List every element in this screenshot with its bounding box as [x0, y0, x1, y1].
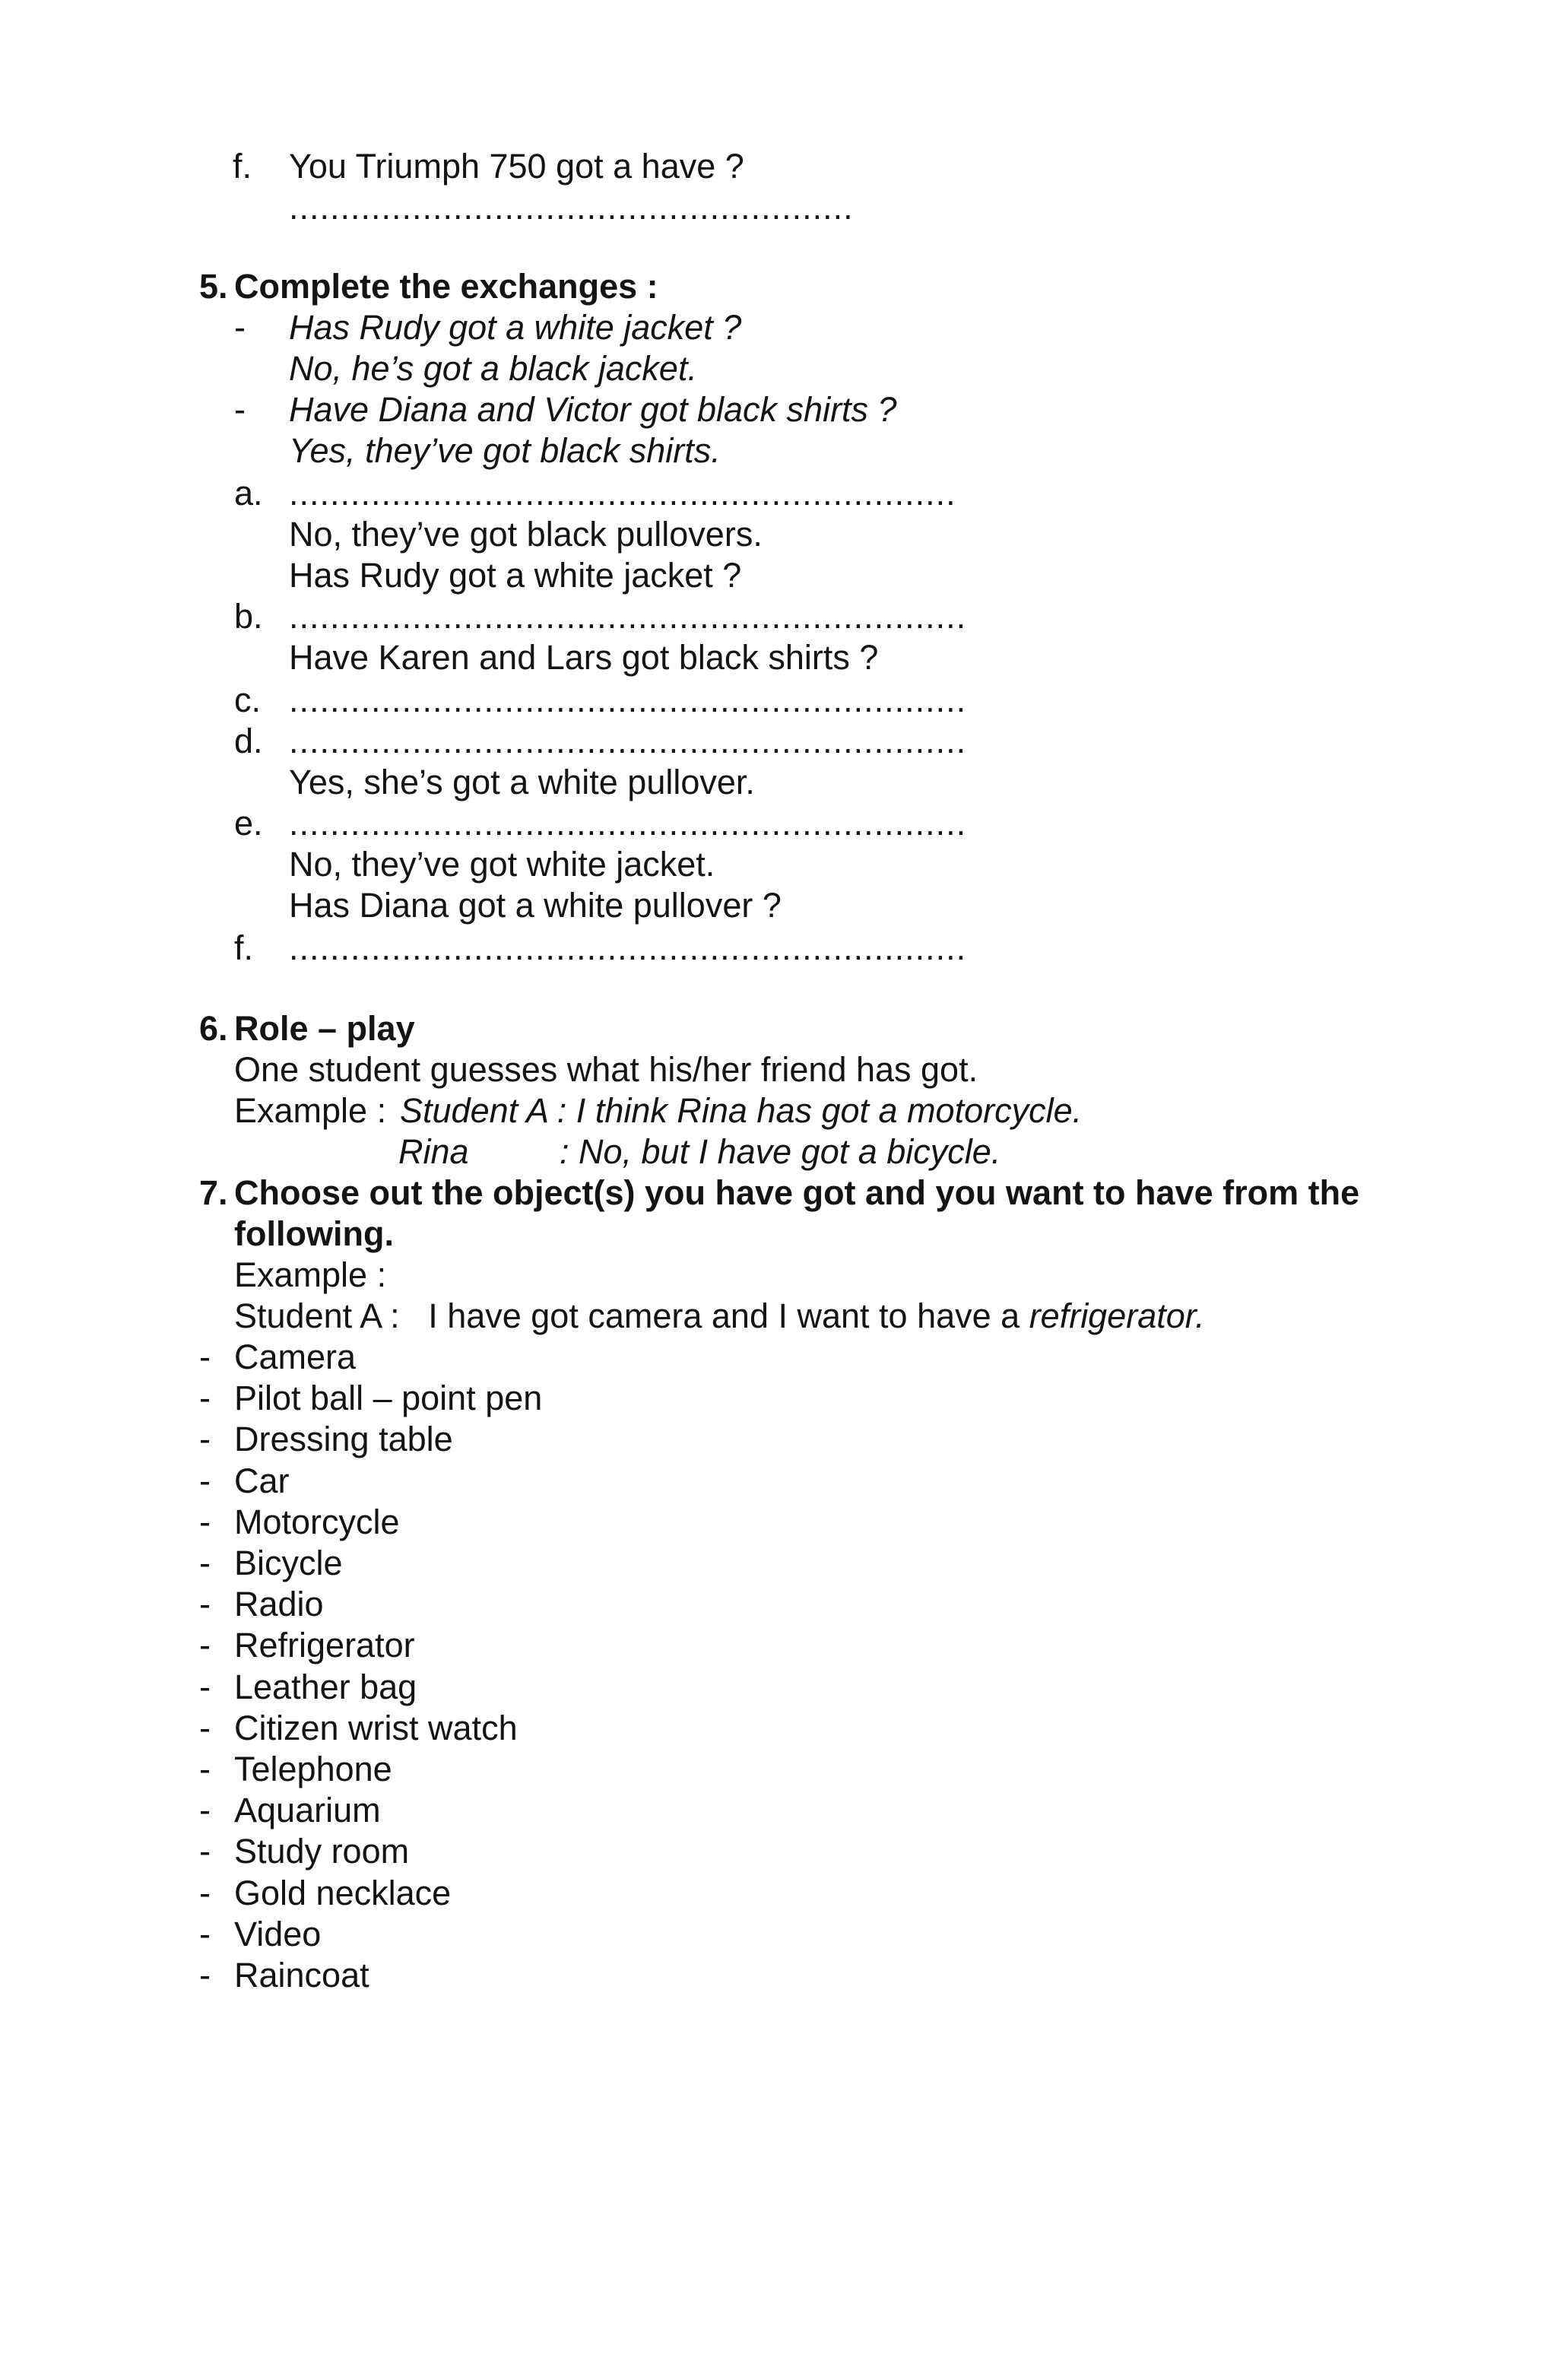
list-dash: -	[199, 1585, 211, 1623]
answer-blank-f[interactable]: ..................................................................	[289, 928, 967, 967]
answer-blank[interactable]: .......................................................	[289, 188, 854, 227]
list-dash: -	[199, 1709, 211, 1747]
list-item: Motorcycle	[234, 1503, 400, 1541]
list-item: Aquarium	[234, 1791, 381, 1829]
example-speaker-rina: Rina	[398, 1132, 469, 1171]
list-dash: -	[199, 1379, 211, 1417]
example-answer: Yes, they’ve got black shirts.	[289, 431, 721, 470]
example-question: Has Rudy got a white jacket ?	[289, 308, 742, 347]
example-sentence	[234, 1296, 1205, 1335]
example-dash: -	[234, 390, 246, 429]
answer-blank-a[interactable]: .................................................................	[289, 474, 956, 512]
section-number-6: 6.	[199, 1009, 228, 1048]
section-title-7-cont: following.	[234, 1214, 394, 1253]
exchange-line: Yes, she’s got a white pullover.	[289, 763, 755, 801]
example-label: Example :	[234, 1091, 387, 1130]
answer-blank-e[interactable]: ..................................................................	[289, 804, 967, 843]
item-letter-e: e.	[234, 804, 263, 843]
list-item: Citizen wrist watch	[234, 1709, 518, 1747]
list-item: Camera	[234, 1338, 357, 1376]
list-item: Refrigerator	[234, 1626, 415, 1664]
section-number-5: 5.	[199, 267, 228, 306]
list-dash: -	[199, 1503, 211, 1541]
list-item: Car	[234, 1461, 290, 1500]
list-item: Study room	[234, 1832, 410, 1871]
item-letter-d: d.	[234, 722, 263, 760]
list-dash: -	[199, 1874, 211, 1912]
section-title-7: Choose out the object(s) you have got and you want to have from the	[234, 1173, 1360, 1212]
list-dash: -	[199, 1832, 211, 1871]
list-dash: -	[199, 1791, 211, 1829]
exchange-line: No, they’ve got black pullovers.	[289, 515, 763, 554]
list-dash: -	[199, 1626, 211, 1664]
example-line-rina: : No, but I have got a bicycle.	[560, 1132, 1001, 1171]
item-letter-f: f.	[233, 147, 252, 186]
section-title-6: Role – play	[234, 1009, 415, 1048]
list-item: Raincoat	[234, 1956, 369, 1994]
list-dash: -	[199, 1461, 211, 1500]
answer-blank-b[interactable]: ..................................................................	[289, 597, 967, 636]
item-letter-b: b.	[234, 597, 263, 636]
section-number-7: 7.	[199, 1173, 228, 1212]
list-item: Radio	[234, 1585, 324, 1623]
list-dash: -	[199, 1338, 211, 1376]
exchange-line: Has Diana got a white pullover ?	[289, 886, 782, 925]
list-item: Dressing table	[234, 1420, 453, 1458]
list-dash: -	[199, 1956, 211, 1994]
exchange-line: Have Karen and Lars got black shirts ?	[289, 638, 879, 677]
item-letter-c: c.	[234, 681, 262, 719]
example-sentence-lead: Student A : I have got camera and I want to have a	[234, 1296, 1029, 1335]
example-dash: -	[234, 308, 246, 347]
list-item: Leather bag	[234, 1668, 417, 1706]
exchange-line: No, they’ve got white jacket.	[289, 845, 715, 884]
exchange-line: Has Rudy got a white jacket ?	[289, 556, 742, 595]
example-question: Have Diana and Victor got black shirts ?	[289, 390, 897, 429]
scrambled-question: You Triumph 750 got a have ?	[289, 147, 744, 186]
list-item: Video	[234, 1915, 322, 1953]
list-item: Bicycle	[234, 1544, 343, 1582]
list-dash: -	[199, 1544, 211, 1582]
example-answer: No, he’s got a black jacket.	[289, 349, 697, 388]
list-dash: -	[199, 1668, 211, 1706]
section-title-5: Complete the exchanges :	[234, 267, 658, 306]
list-dash: -	[199, 1915, 211, 1953]
list-dash: -	[199, 1750, 211, 1788]
example-label: Example :	[234, 1255, 387, 1294]
list-item: Telephone	[234, 1750, 392, 1788]
list-dash: -	[199, 1420, 211, 1458]
example-line-student-a: Student A : I think Rina has got a motorcycle.	[400, 1091, 1083, 1130]
item-letter-f: f.	[234, 928, 254, 967]
answer-blank-c[interactable]: ..................................................................	[289, 681, 967, 719]
list-item: Gold necklace	[234, 1874, 452, 1912]
list-item: Pilot ball – point pen	[234, 1379, 543, 1417]
item-letter-a: a.	[234, 474, 263, 512]
example-sentence-object: refrigerator.	[1029, 1296, 1205, 1335]
answer-blank-d[interactable]: ..................................................................	[289, 722, 967, 760]
section-instruction: One student guesses what his/her friend has got.	[234, 1050, 978, 1089]
